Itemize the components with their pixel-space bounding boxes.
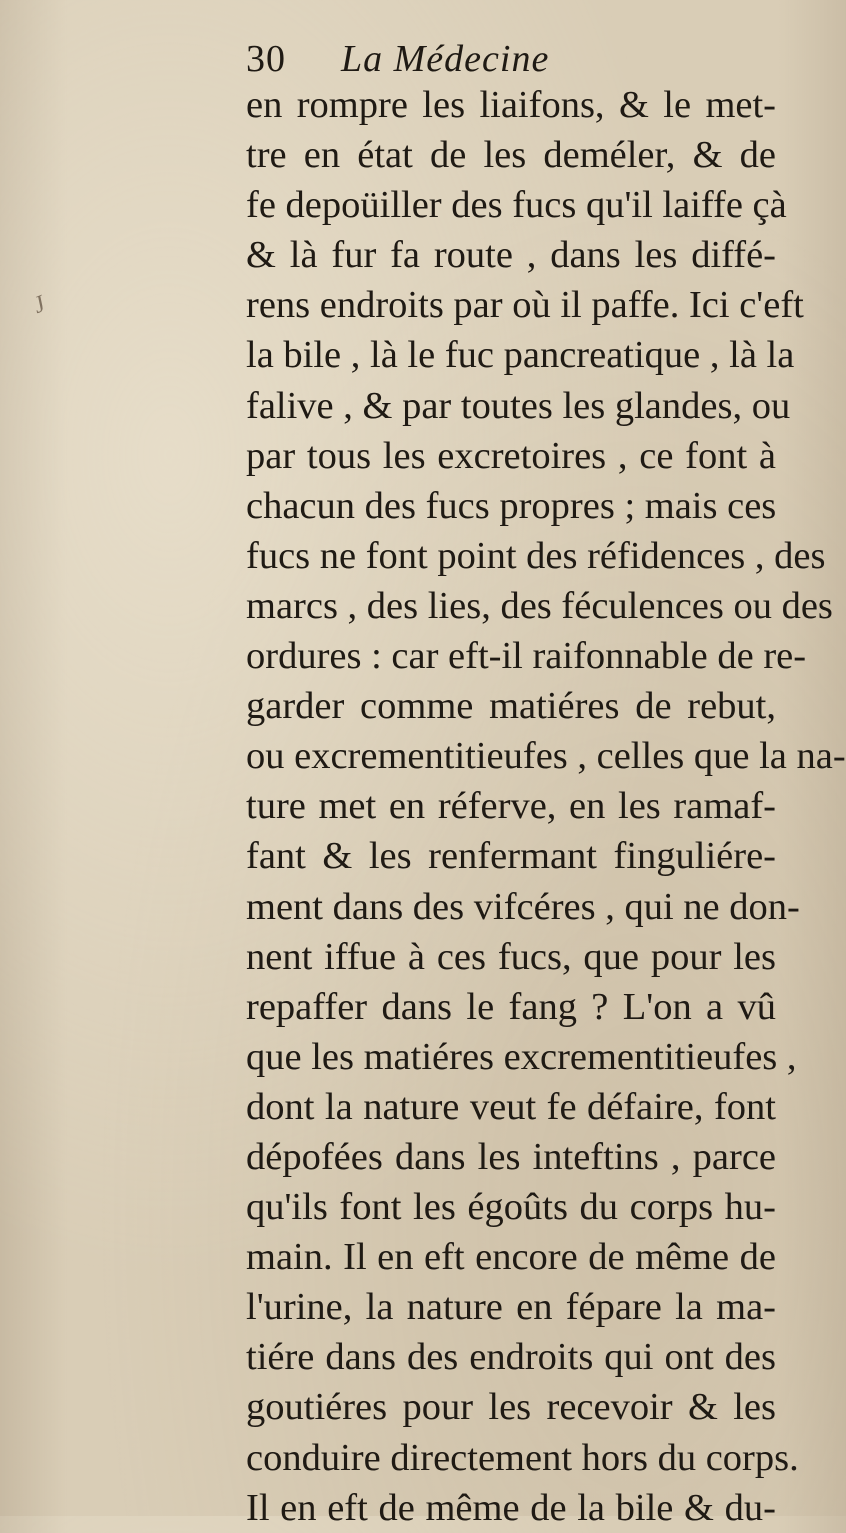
text-line: rens endroits par où il paffe. Ici c'eft (246, 284, 804, 327)
text-line: conduire directement hors du corps. (246, 1436, 799, 1479)
running-title: La Médecine (341, 38, 550, 80)
margin-annotation: J (29, 290, 49, 320)
text-line: en rompre les liaifons, & le met- (246, 84, 776, 126)
text-line: fant & les renfermant finguliére- (246, 835, 776, 878)
text-line: fe depoüiller des fucs qu'il laiffe çà (246, 184, 787, 227)
text-line: repaffer dans le fang ? L'on a vû (246, 985, 776, 1028)
text-line: main. Il en eft encore de même de (246, 1236, 776, 1279)
text-line: garder comme matiéres de rebut, (246, 685, 776, 728)
text-line: par tous les excretoires , ce font à (246, 434, 776, 477)
text-line: chacun des fucs propres ; mais ces (246, 484, 777, 527)
text-line: ment dans des vifcéres , qui ne don- (246, 885, 800, 928)
text-line: ordures : car eft-il raifonnable de re- (246, 635, 807, 678)
text-line: dont la nature veut fe défaire, font (246, 1085, 776, 1128)
text-line: marcs , des lies, des féculences ou des (246, 584, 833, 627)
text-line: qu'ils font les égoûts du corps hu- (246, 1186, 776, 1229)
text-line: que les matiéres excrementitieufes , (246, 1035, 797, 1078)
text-line: goutiéres pour les recevoir & les (246, 1386, 776, 1429)
text-line: l'urine, la nature en fépare la ma- (246, 1286, 776, 1329)
text-line: ou excrementitieufes , celles que la na- (246, 735, 846, 778)
text-line: dépofées dans les inteftins , parce (246, 1135, 776, 1178)
body-text (246, 80, 846, 1533)
text-line: fucs ne font point des réfidences , des (246, 534, 826, 577)
text-line: falive , & par toutes les glandes, ou (246, 384, 791, 427)
text-line: tiére dans des endroits qui ont des (246, 1336, 776, 1379)
text-line: la bile , là le fuc pancreatique , là la (246, 334, 795, 377)
text-line: nent iffue à ces fucs, que pour les (246, 935, 776, 978)
page-number: 30 (246, 38, 286, 80)
text-line: tre en état de les deméler, & de (246, 134, 776, 177)
running-head (246, 34, 549, 84)
text-line: ture met en réferve, en les ramaf- (246, 785, 776, 828)
text-line: Il en eft de même de la bile & du- (246, 1486, 776, 1529)
text-line: & là fur fa route , dans les diffé- (246, 234, 776, 277)
